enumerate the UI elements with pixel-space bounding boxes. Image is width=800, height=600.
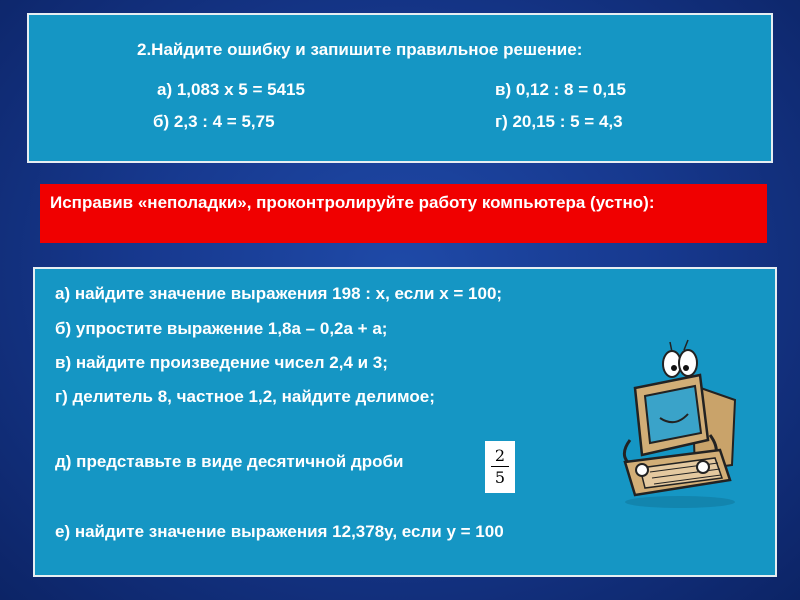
exercise-b: б) упростите выражение 1,8а – 0,2а + а; <box>55 319 388 338</box>
task-item-a: а) 1,083 х 5 = 5415 <box>157 80 305 99</box>
task-item-b: б) 2,3 : 4 = 5,75 <box>153 112 275 131</box>
fraction-bar <box>491 466 509 467</box>
task-item-v: в) 0,12 : 8 = 0,15 <box>495 80 626 99</box>
exercise-e: е) найдите значение выражения 12,378у, если у = 100 <box>55 522 504 541</box>
task-title: 2.Найдите ошибку и запишите правильное решение: <box>137 40 583 59</box>
exercise-a: а) найдите значение выражения 198 : х, если х = 100; <box>55 284 503 303</box>
exercise-g: г) делитель 8, частное 1,2, найдите делимое; <box>55 387 435 406</box>
computer-cartoon-icon <box>600 330 750 510</box>
fraction-denominator: 5 <box>494 468 506 487</box>
task-item-g: г) 20,15 : 5 = 4,3 <box>495 112 623 131</box>
fraction-numerator: 2 <box>494 446 506 465</box>
fraction-two-fifths <box>485 441 515 493</box>
exercise-v: в) найдите произведение чисел 2,4 и 3; <box>55 353 388 372</box>
task-panel <box>27 13 773 163</box>
instruction-banner: Исправив «неполадки», проконтролируйте работу компьютера (устно): <box>40 184 767 243</box>
exercise-d: д) представьте в виде десятичной дроби <box>55 452 404 471</box>
